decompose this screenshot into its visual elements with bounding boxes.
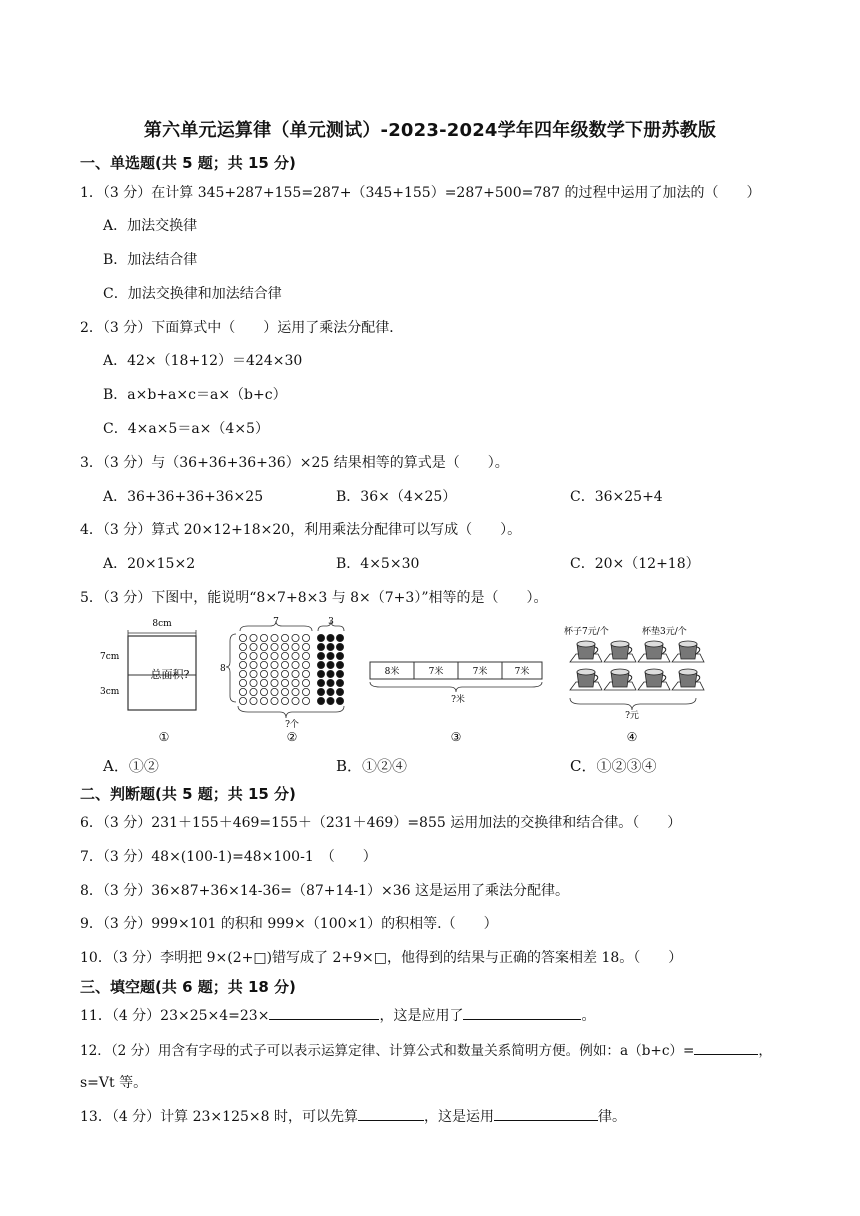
question-11-text-a: 11．（4 分）23×25×4=23× — [80, 1008, 270, 1024]
hollow-dot — [292, 661, 299, 668]
hollow-dot — [260, 661, 267, 668]
cup-rim — [679, 669, 697, 675]
question-5-option-b: B．①②④ — [336, 757, 408, 775]
hollow-dot — [302, 670, 309, 677]
cup-rim — [645, 669, 663, 675]
filled-dot — [336, 652, 343, 659]
filled-dot — [317, 670, 324, 677]
question-11-blank-2[interactable] — [463, 1005, 581, 1020]
filled-dot — [336, 670, 343, 677]
filled-dot — [336, 643, 343, 650]
question-2-stem: 2．（3 分）下面算式中（ ）运用了乘法分配律． — [80, 320, 404, 336]
figure-2-top-label-2: 3 — [328, 617, 334, 627]
question-5-stem: 5．（3 分）下图中，能说明“8×7+8×3 与 8×（7+3）”相等的是（ ）。 — [80, 590, 548, 606]
question-1-option-b: B．加法结合律 — [103, 252, 198, 268]
cup-rim — [679, 641, 697, 647]
hollow-dot — [250, 661, 257, 668]
question-11-text-c: 。 — [581, 1008, 596, 1024]
hollow-dot — [260, 688, 267, 695]
figure-1-width-label: 8cm — [152, 619, 172, 629]
hollow-dot — [260, 670, 267, 677]
hollow-dot — [239, 697, 246, 704]
hollow-dot — [302, 697, 309, 704]
question-1-stem: 1．（3 分）在计算 345+287+155=287+（345+155）=287+500=787 的过程中运用了加法的（ ） — [80, 185, 761, 201]
hollow-dot — [250, 652, 257, 659]
hollow-dot — [302, 688, 309, 695]
page-title: 第六单元运算律（单元测试）-2023-2024学年四年级数学下册苏教版 — [143, 120, 717, 141]
figure-1-number: ① — [158, 730, 170, 744]
question-2-option-b: B．a×b+a×c＝a×（b+c） — [103, 387, 287, 403]
hollow-dot — [302, 634, 309, 641]
question-8: 8．（3 分）36×87+36×14-36=（87+14-1）×36 这是运用了乘法分配律。 — [80, 883, 569, 899]
question-11-text-b: ，这是应用了 — [379, 1008, 464, 1024]
filled-dot — [336, 661, 343, 668]
figure-2-brace-bottom — [238, 706, 344, 718]
hollow-dot — [250, 634, 257, 641]
filled-dot — [317, 688, 324, 695]
hollow-dot — [302, 679, 309, 686]
figure-4-cups — [570, 641, 704, 690]
question-13-text-a: 13．（4 分）计算 23×125×8 时，可以先算 — [80, 1109, 358, 1125]
figure-3-segment-label-2: 7米 — [428, 667, 444, 677]
cup-on-coaster — [638, 669, 670, 690]
figure-4-bottom-label: ?元 — [625, 711, 639, 721]
question-7: 7．（3 分）48×(100-1)=48×100-1 （ ） — [80, 849, 377, 865]
question-1-option-c: C．加法交换律和加法结合律 — [103, 286, 282, 302]
hollow-dot — [271, 643, 278, 650]
figure-3-bottom-label: ?米 — [451, 695, 465, 705]
question-11 — [80, 1005, 595, 1025]
hollow-dot — [292, 688, 299, 695]
cup-on-coaster — [672, 641, 704, 662]
question-13 — [80, 1106, 626, 1126]
figure-4-cup-price-label: 杯子7元/个 — [564, 627, 609, 637]
hollow-dot — [250, 670, 257, 677]
figure-2-bottom-label: ?个 — [285, 720, 299, 730]
hollow-dot — [281, 643, 288, 650]
question-4-option-c: C．20×（12+18） — [570, 556, 700, 572]
hollow-dot — [239, 670, 246, 677]
figure-2-dots — [239, 634, 343, 704]
filled-dot — [327, 670, 334, 677]
cup-rim — [577, 641, 595, 647]
hollow-dot — [292, 634, 299, 641]
hollow-dot — [260, 643, 267, 650]
figure-1-center-label: 总面积? — [150, 668, 190, 681]
hollow-dot — [271, 679, 278, 686]
figure-4-number: ④ — [626, 730, 638, 744]
figure-4-brace — [570, 698, 696, 710]
question-11-blank-1[interactable] — [269, 1005, 379, 1020]
figure-3-segment-label-1: 8米 — [384, 667, 400, 677]
filled-dot — [317, 679, 324, 686]
question-12-line-2: s=Vt 等。 — [80, 1075, 148, 1091]
hollow-dot — [292, 679, 299, 686]
question-13-text-c: 律。 — [597, 1109, 626, 1125]
hollow-dot — [239, 688, 246, 695]
figure-1-height-label-2: 3cm — [100, 687, 120, 697]
filled-dot — [327, 652, 334, 659]
question-5-option-a: A．①② — [103, 757, 159, 775]
filled-dot — [327, 679, 334, 686]
question-12 — [80, 1039, 772, 1059]
cup-rim — [577, 669, 595, 675]
hollow-dot — [281, 679, 288, 686]
filled-dot — [317, 652, 324, 659]
hollow-dot — [281, 634, 288, 641]
hollow-dot — [239, 661, 246, 668]
question-6: 6．（3 分）231＋155＋469=155＋（231＋469）=855 运用加法的交换律和结合律。（ ） — [80, 815, 682, 831]
cup-on-coaster — [672, 669, 704, 690]
filled-dot — [327, 688, 334, 695]
figure-3-segment-bar — [366, 614, 546, 744]
cup-on-coaster — [570, 669, 602, 690]
filled-dot — [317, 697, 324, 704]
question-12-blank-1[interactable] — [694, 1040, 758, 1055]
hollow-dot — [271, 652, 278, 659]
filled-dot — [317, 634, 324, 641]
cup-rim — [645, 641, 663, 647]
filled-dot — [327, 634, 334, 641]
filled-dot — [327, 697, 334, 704]
question-4-stem: 4．（3 分）算式 20×12+18×20，利用乘法分配律可以写成（ ）。 — [80, 522, 522, 538]
hollow-dot — [281, 652, 288, 659]
hollow-dot — [281, 688, 288, 695]
hollow-dot — [271, 697, 278, 704]
hollow-dot — [271, 634, 278, 641]
question-2-option-c: C．4×a×5＝a×（4×5） — [103, 421, 269, 437]
question-5-option-c: C．①②③④ — [570, 757, 657, 775]
hollow-dot — [292, 697, 299, 704]
hollow-dot — [271, 688, 278, 695]
hollow-dot — [239, 634, 246, 641]
question-3-stem: 3．（3 分）与（36+36+36+36）×25 结果相等的算式是（ ）。 — [80, 455, 509, 471]
filled-dot — [336, 634, 343, 641]
hollow-dot — [239, 679, 246, 686]
cup-rim — [611, 641, 629, 647]
figure-2-number: ② — [286, 730, 298, 744]
hollow-dot — [250, 679, 257, 686]
hollow-dot — [302, 643, 309, 650]
filled-dot — [327, 643, 334, 650]
section-heading-fill-blank: 三、填空题(共 6 题；共 18 分) — [80, 978, 296, 996]
question-1-option-a: A．加法交换律 — [103, 218, 198, 234]
hollow-dot — [292, 643, 299, 650]
figure-3-brace — [370, 682, 542, 692]
question-12-text-a: 12．（2 分）用含有字母的式子可以表示运算定律、计算公式和数量关系简明方便。例如：a（b+c）= — [80, 1043, 695, 1059]
figure-2-brace-left — [226, 634, 236, 702]
hollow-dot — [302, 652, 309, 659]
figure-2-top-label-1: 7 — [273, 617, 279, 627]
question-4-option-a: A．20×15×2 — [103, 556, 196, 572]
question-3-option-b: B．36×（4×25） — [336, 489, 457, 505]
hollow-dot — [239, 652, 246, 659]
hollow-dot — [281, 670, 288, 677]
cup-on-coaster — [604, 669, 636, 690]
section-heading-single-choice: 一、单选题(共 5 题；共 15 分) — [80, 154, 296, 172]
hollow-dot — [260, 697, 267, 704]
hollow-dot — [260, 634, 267, 641]
figure-2-left-label: 8 — [220, 664, 226, 674]
question-12-text-b: ， — [758, 1043, 773, 1059]
cup-on-coaster — [604, 641, 636, 662]
filled-dot — [327, 661, 334, 668]
cup-on-coaster — [638, 641, 670, 662]
filled-dot — [317, 643, 324, 650]
hollow-dot — [302, 661, 309, 668]
filled-dot — [336, 697, 343, 704]
figure-1-height-label-1: 7cm — [100, 652, 120, 662]
question-9: 9．（3 分）999×101 的积和 999×（100×1）的积相等.（ ） — [80, 916, 498, 932]
filled-dot — [336, 679, 343, 686]
question-3-option-a: A．36+36+36+36×25 — [103, 489, 264, 505]
question-13-blank-2[interactable] — [494, 1106, 598, 1121]
hollow-dot — [292, 652, 299, 659]
figure-4-cups-coasters — [560, 614, 710, 744]
question-4-option-b: B．4×5×30 — [336, 556, 420, 572]
figure-3-number: ③ — [450, 730, 462, 744]
cup-rim — [611, 669, 629, 675]
figure-4-coaster-price-label: 杯垫3元/个 — [642, 627, 687, 637]
question-13-text-b: ，这是运用 — [423, 1109, 494, 1125]
question-10: 10．（3 分）李明把 9×(2+□)错写成了 2+9×□，他得到的结果与正确的答案相差 18。（ ） — [80, 950, 683, 966]
hollow-dot — [239, 643, 246, 650]
filled-dot — [336, 688, 343, 695]
hollow-dot — [271, 670, 278, 677]
figure-2-dot-array — [218, 614, 358, 744]
figure-3-segment-label-4: 7米 — [514, 667, 530, 677]
question-13-blank-1[interactable] — [358, 1106, 424, 1121]
hollow-dot — [271, 661, 278, 668]
hollow-dot — [250, 688, 257, 695]
hollow-dot — [250, 697, 257, 704]
question-3-option-c: C．36×25+4 — [570, 489, 663, 505]
hollow-dot — [281, 661, 288, 668]
hollow-dot — [292, 670, 299, 677]
hollow-dot — [250, 643, 257, 650]
figure-3-segment-label-3: 7米 — [472, 667, 488, 677]
figure-1-area-rectangle — [96, 614, 212, 744]
hollow-dot — [281, 697, 288, 704]
question-2-option-a: A．42×（18+12）＝424×30 — [103, 353, 303, 369]
section-heading-true-false: 二、判断题(共 5 题；共 15 分) — [80, 785, 296, 803]
filled-dot — [317, 661, 324, 668]
hollow-dot — [260, 652, 267, 659]
cup-on-coaster — [570, 641, 602, 662]
hollow-dot — [260, 679, 267, 686]
